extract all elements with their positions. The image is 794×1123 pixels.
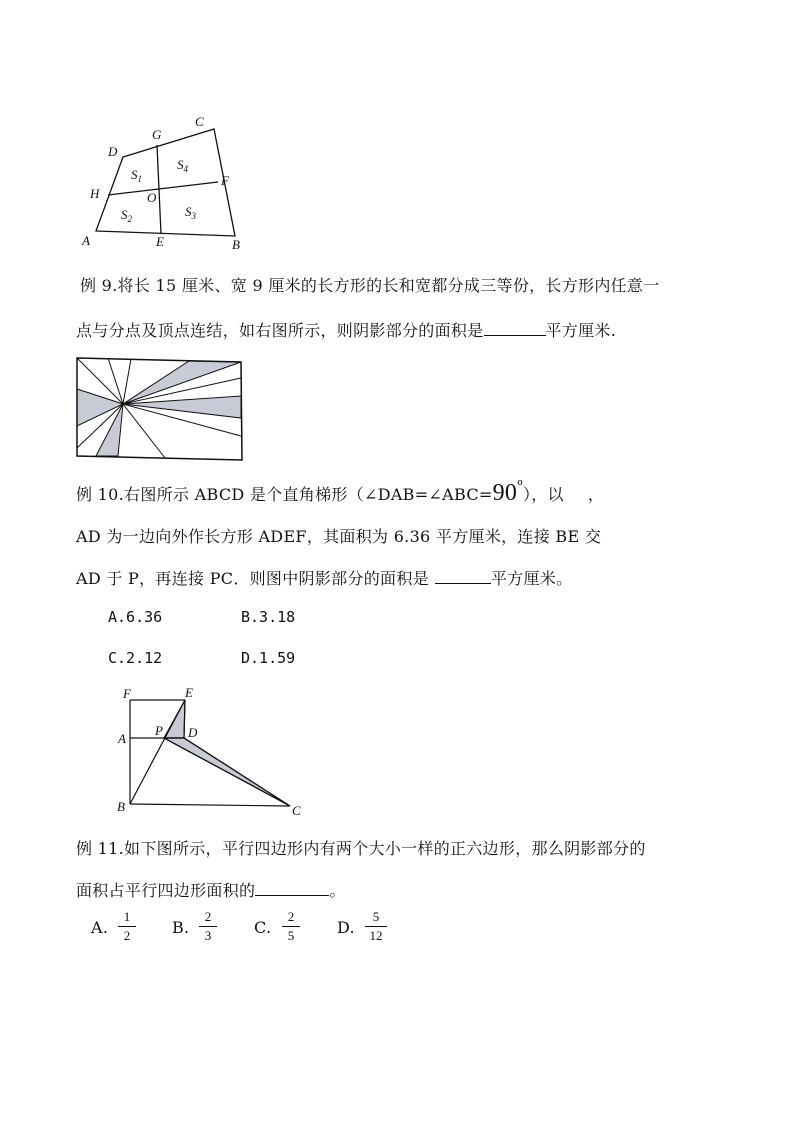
example-10-unit: 平方厘米。 xyxy=(490,569,573,588)
example-9-line-2 xyxy=(76,318,616,341)
line-hf xyxy=(108,182,218,195)
fraction-five-twelfths: 5 12 xyxy=(365,910,387,943)
region-s3: $S_3$ xyxy=(185,204,196,221)
option-a[interactable]: A.6.36 xyxy=(108,608,163,626)
option-a-letter[interactable]: A. xyxy=(91,918,109,937)
example-9-text: 点与分点及顶点连结，如右图所示，则阴影部分的面积是 xyxy=(76,321,484,340)
label-c: C xyxy=(195,114,204,129)
example-11-line-2 xyxy=(76,878,346,901)
label-b: B xyxy=(117,799,125,814)
region-s2: $S_2$ xyxy=(121,207,132,224)
label-c: C xyxy=(292,803,301,818)
trapezoid-figure xyxy=(115,682,310,822)
fraction-two-fifths: 2 5 xyxy=(282,910,300,943)
option-c-letter[interactable]: C. xyxy=(254,918,272,937)
example-10-comma: ， xyxy=(587,485,605,504)
example-9-line-1: 例 9.将长 15 厘米、宽 9 厘米的长方形的长和宽都分成三等份，长方形内任意一 xyxy=(80,276,660,295)
label-h: H xyxy=(90,186,100,201)
label-p: P xyxy=(155,723,163,738)
label-f: F xyxy=(123,686,131,701)
fraction-one-half: 1 2 xyxy=(118,910,136,943)
label-d: D xyxy=(188,725,198,740)
answer-blank[interactable] xyxy=(484,321,546,336)
example-10-line-2: AD 为一边向外作长方形 ADEF，其面积为 6.36 平方厘米，连接 BE 交 xyxy=(76,527,602,546)
option-c[interactable]: C.2.12 xyxy=(108,649,163,667)
label-g: G xyxy=(152,127,162,142)
option-d[interactable]: D.1.59 xyxy=(241,649,296,667)
example-11-end: 。 xyxy=(329,881,346,900)
label-o: O xyxy=(147,190,157,205)
example-10-line-1 xyxy=(76,480,604,510)
answer-blank[interactable] xyxy=(255,881,329,896)
label-a: A xyxy=(118,731,126,746)
shaded-triangle xyxy=(123,396,241,418)
example-10-line-3 xyxy=(76,566,572,589)
quadrilateral-figure xyxy=(80,110,260,252)
example-11-text: 面积占平行四边形面积的 xyxy=(76,881,256,900)
label-f: F xyxy=(221,173,229,188)
example-10-text-after: ），以 xyxy=(522,485,564,504)
option-d-letter[interactable]: D. xyxy=(337,918,355,937)
label-d: D xyxy=(108,144,118,159)
example-10-text: 例 10.右图所示 ABCD 是个直角梯形（∠DAB=∠ABC= xyxy=(76,485,493,504)
example-11-line-1: 例 11.如下图所示，平行四边形内有两个大小一样的正六边形，那么阴影部分的 xyxy=(76,839,646,858)
label-e: E xyxy=(156,234,164,249)
rectangle-figure xyxy=(72,355,248,465)
option-b-letter[interactable]: B. xyxy=(172,918,190,937)
label-a: A xyxy=(82,233,90,248)
example-9-unit: 平方厘米. xyxy=(545,321,617,340)
degree-mark: o xyxy=(517,478,523,488)
label-b: B xyxy=(232,237,240,252)
fraction-two-thirds: 2 3 xyxy=(199,910,217,943)
example-10-line-3-text: AD 于 P，再连接 PC．则图中阴影部分的面积是 xyxy=(76,569,429,588)
label-e: E xyxy=(185,685,193,700)
region-s1: $S_1$ xyxy=(131,167,142,184)
angle-value: 90 xyxy=(492,480,518,506)
option-b[interactable]: B.3.18 xyxy=(241,608,296,626)
region-s4: $S_4$ xyxy=(177,157,188,174)
answer-blank[interactable] xyxy=(435,569,491,584)
